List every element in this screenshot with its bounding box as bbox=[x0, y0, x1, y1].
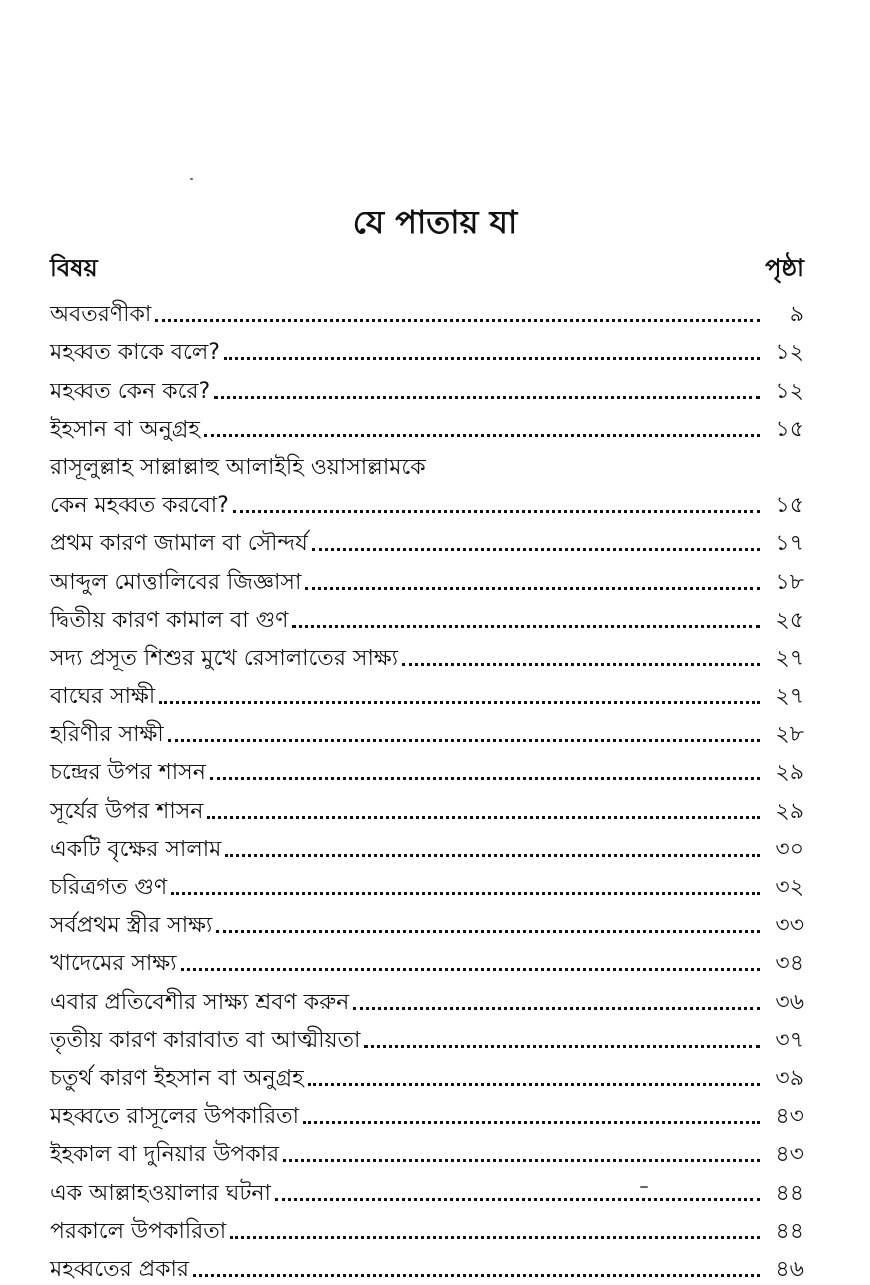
toc-entry bbox=[50, 407, 804, 445]
toc-entry-page-number: ৪৩ bbox=[775, 1142, 804, 1168]
toc-entry-title: প্রথম কারণ জামাল বা সৌন্দর্য bbox=[50, 531, 308, 557]
dot-leader bbox=[181, 968, 761, 971]
dot-leader bbox=[292, 625, 760, 628]
toc-entry bbox=[50, 1209, 804, 1247]
dot-leader bbox=[275, 1198, 760, 1201]
dot-leader bbox=[210, 777, 760, 780]
toc-entry bbox=[50, 445, 804, 483]
toc-entry-page-number: ১৫ bbox=[775, 493, 804, 519]
toc-entry-title: কেন মহব্বত করবো? bbox=[50, 493, 229, 519]
toc-entry-page-number: ৩৯ bbox=[775, 1065, 804, 1091]
subject-column-label: বিষয় bbox=[50, 254, 98, 282]
dot-leader bbox=[283, 1159, 760, 1162]
toc-entry-page-number: ৯ bbox=[789, 302, 804, 328]
toc-entry-title: বাঘের সাক্ষী bbox=[50, 684, 156, 710]
toc-entry-page-number: ৩০ bbox=[775, 836, 804, 862]
toc-entry-page-number: ১৫ bbox=[775, 416, 804, 442]
dot-leader bbox=[159, 701, 760, 704]
dot-leader bbox=[193, 1274, 760, 1277]
dot-leader bbox=[171, 892, 760, 895]
toc-entry-title: মহব্বত কেন করে? bbox=[50, 378, 211, 404]
toc-entry-title: রাসূলুল্লাহ সাল্লাল্লাহু আলাইহি ওয়াসাল্লামকে bbox=[50, 454, 426, 480]
dot-leader bbox=[204, 434, 760, 437]
toc-entry-page-number: ২৭ bbox=[775, 684, 804, 710]
table-of-contents bbox=[50, 292, 804, 1285]
dot-leader bbox=[312, 548, 760, 551]
toc-entry-page-number: ২৯ bbox=[775, 760, 804, 786]
toc-entry-title: চরিত্রগত গুণ bbox=[50, 875, 168, 900]
toc-entry-title: চন্দ্রের উপর শাসন bbox=[50, 760, 206, 786]
toc-entry-page-number: ১৭ bbox=[775, 531, 804, 557]
toc-entry bbox=[50, 674, 804, 712]
toc-entry bbox=[50, 979, 804, 1017]
toc-entry bbox=[50, 903, 804, 941]
toc-entry-page-number: ১২ bbox=[775, 378, 804, 404]
dot-leader bbox=[230, 1236, 760, 1239]
toc-entry-title: আব্দুল মোত্তালিবের জিজ্ঞাসা bbox=[50, 569, 302, 595]
toc-entry bbox=[50, 1132, 804, 1170]
toc-entry-page-number: ৩৭ bbox=[775, 1027, 804, 1053]
toc-entry-page-number: ২৫ bbox=[775, 607, 804, 633]
toc-entry bbox=[50, 330, 804, 368]
dot-leader bbox=[225, 854, 760, 857]
dot-leader bbox=[224, 357, 760, 360]
dot-leader bbox=[216, 930, 760, 933]
toc-entry-page-number: ১৮ bbox=[775, 569, 804, 595]
toc-entry bbox=[50, 1170, 804, 1208]
toc-entry bbox=[50, 292, 804, 330]
toc-entry-title: এক আল্লাহওয়ালার ঘটনা bbox=[50, 1180, 271, 1206]
toc-entry bbox=[50, 368, 804, 406]
toc-entry bbox=[50, 483, 804, 521]
dot-leader bbox=[214, 396, 760, 399]
toc-entry-title: মহব্বত কাকে বলে? bbox=[50, 340, 220, 366]
toc-entry-title: সদ্য প্রসূত শিশুর মুখে রেসালাতের সাক্ষ্য bbox=[50, 645, 399, 671]
toc-entry bbox=[50, 788, 804, 826]
toc-entry-page-number: ৪৩ bbox=[775, 1104, 804, 1130]
toc-entry bbox=[50, 941, 804, 979]
toc-entry bbox=[50, 1094, 804, 1132]
toc-entry bbox=[50, 1018, 804, 1056]
toc-entry-title: চতুর্থ কারণ ইহসান বা অনুগ্রহ bbox=[50, 1065, 304, 1091]
page-column-label: পৃষ্ঠা bbox=[765, 254, 804, 282]
toc-entry-page-number: ৩৪ bbox=[775, 951, 804, 977]
toc-entry-title: একটি বৃক্ষের সালাম bbox=[50, 836, 222, 862]
toc-entry-page-number: ২৭ bbox=[775, 645, 804, 671]
toc-entry-title: খাদেমের সাক্ষ্য bbox=[50, 951, 177, 977]
dot-leader bbox=[353, 1007, 760, 1010]
toc-entry bbox=[50, 636, 804, 674]
toc-entry-title: হরিণীর সাক্ষী bbox=[50, 722, 164, 748]
toc-entry-page-number: ২৯ bbox=[775, 798, 804, 824]
toc-entry bbox=[50, 1247, 804, 1285]
toc-entry-title: দ্বিতীয় কারণ কামাল বা গুণ bbox=[50, 607, 289, 633]
toc-entry-page-number: ৩৩ bbox=[775, 913, 804, 939]
toc-entry bbox=[50, 598, 804, 636]
page-title: যে পাতায় যা bbox=[352, 203, 518, 241]
toc-entry-title: মহব্বতে রাসূলের উপকারিতা bbox=[50, 1104, 300, 1130]
toc-entry-title: সর্বপ্রথম স্ত্রীর সাক্ষ্য bbox=[50, 913, 213, 939]
toc-entry-page-number: ৩২ bbox=[775, 875, 804, 900]
toc-entry bbox=[50, 865, 804, 903]
toc-entry-title: ইহসান বা অনুগ্রহ bbox=[50, 416, 200, 442]
toc-entry-page-number: ১২ bbox=[775, 340, 804, 366]
toc-entry bbox=[50, 750, 804, 788]
toc-entry-title: ইহকাল বা দুনিয়ার উপকার bbox=[50, 1142, 280, 1168]
toc-header bbox=[50, 250, 804, 290]
toc-entry-title: পরকালে উপকারিতা bbox=[50, 1218, 227, 1244]
dot-leader bbox=[168, 739, 760, 742]
toc-entry bbox=[50, 827, 804, 865]
toc-entry-title: মহব্বতের প্রকার bbox=[50, 1256, 189, 1282]
dot-leader bbox=[402, 663, 760, 666]
dot-leader bbox=[305, 587, 760, 590]
dot-leader bbox=[308, 1083, 760, 1086]
toc-entry-page-number: ৪৬ bbox=[775, 1256, 804, 1282]
dot-leader bbox=[207, 816, 760, 819]
toc-entry bbox=[50, 1056, 804, 1094]
toc-entry-page-number: ৩৬ bbox=[775, 989, 804, 1015]
toc-entry-page-number: ২৮ bbox=[775, 722, 804, 748]
toc-entry-title: অবতরণীকা bbox=[50, 302, 152, 328]
toc-entry-title: তৃতীয় কারণ কারাবাত বা আত্মীয়তা bbox=[50, 1027, 361, 1053]
dot-leader bbox=[233, 510, 760, 513]
toc-entry bbox=[50, 559, 804, 597]
toc-entry-page-number: ৪৪ bbox=[775, 1180, 804, 1206]
toc-entry bbox=[50, 521, 804, 559]
dot-leader bbox=[303, 1121, 760, 1124]
toc-entry-title: এবার প্রতিবেশীর সাক্ষ্য শ্রবণ করুন bbox=[50, 989, 350, 1015]
dot-leader bbox=[364, 1045, 760, 1048]
toc-entry-page-number: ৪৪ bbox=[775, 1218, 804, 1244]
dot-leader bbox=[155, 319, 760, 322]
print-speck bbox=[190, 178, 193, 180]
toc-entry-title: সূর্যের উপর শাসন bbox=[50, 798, 204, 824]
toc-entry bbox=[50, 712, 804, 750]
